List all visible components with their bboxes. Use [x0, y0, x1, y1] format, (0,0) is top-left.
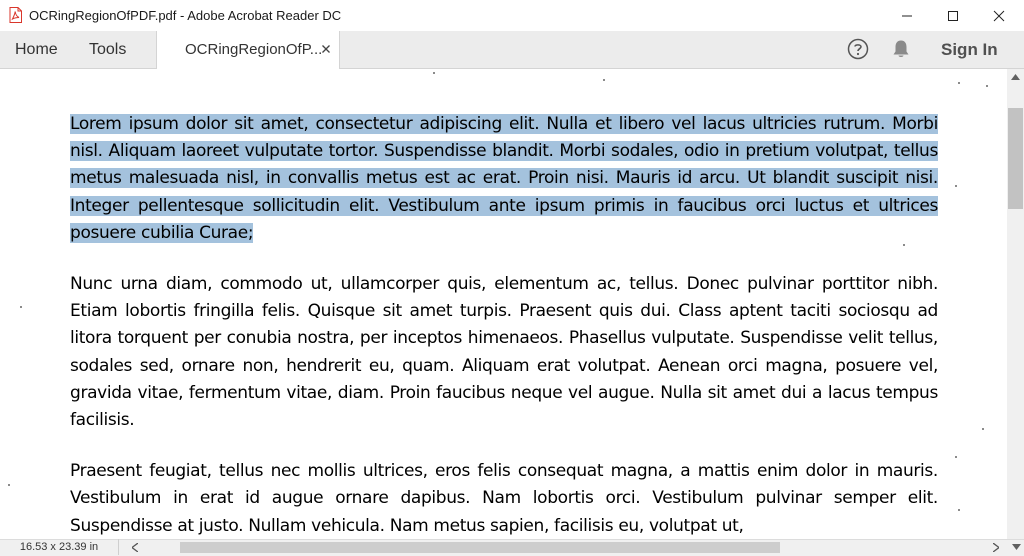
minimize-icon [901, 10, 913, 22]
paragraph-highlighted[interactable] [70, 111, 938, 247]
scan-speck [955, 456, 957, 458]
help-icon[interactable] [847, 38, 869, 60]
scan-speck [958, 509, 960, 511]
paragraph[interactable]: Praesent feugiat, tellus nec mollis ultrices, eros felis consequat magna, a mattis enim dolor in mauris. Vestibulum in erat id augue ornare dapibus. Nam lobortis orci. Vestibulum pulvinar semper elit. Suspendisse at justo. Nullam vehicula. Nam metus sapien, facilisis eu, volutpat ut, [70, 461, 938, 536]
document-viewer[interactable] [0, 69, 1007, 539]
scan-speck [982, 428, 984, 430]
window-title: OCRingRegionOfPDF.pdf - Adobe Acrobat Reader DC [29, 8, 342, 23]
maximize-icon [947, 10, 959, 22]
page-size-label: 16.53 x 23.39 in [0, 539, 119, 555]
scroll-right-icon[interactable] [993, 543, 999, 552]
maximize-button[interactable] [930, 0, 976, 31]
selected-text[interactable]: Lorem ipsum dolor sit amet, consectetur adipiscing elit. Nulla et libero vel lacus ultricies rutrum. Morbi nisl. Aliquam laoreet vulputate tortor. Suspendisse blandit. Morbi sodales, odio in pretium volutpat, tellus metus malesuada nisl, in convallis metus est ac erat. Proin nisi. Mauris id arcu. Ut blandit suscipit nisi. Integer pellentesque sollicitudin elit. Vestibulum ante ipsum primis in faucibus orci luctus et ultrices posuere cubilia Curae; [70, 114, 938, 243]
close-icon [993, 10, 1005, 22]
close-button[interactable] [976, 0, 1022, 31]
vertical-scroll-thumb[interactable] [1008, 108, 1023, 209]
scan-speck [433, 72, 435, 74]
scan-speck [8, 484, 10, 486]
scroll-down-icon[interactable] [1012, 544, 1021, 550]
menu-bar [0, 31, 1024, 69]
scan-speck [603, 79, 605, 81]
document-tab-label: OCRingRegionOfP... [185, 41, 323, 58]
minimize-button[interactable] [884, 0, 930, 31]
scan-speck [20, 306, 22, 308]
horizontal-scroll-thumb[interactable] [180, 542, 780, 553]
pdf-file-icon [9, 7, 22, 23]
home-tab[interactable]: Home [15, 41, 58, 58]
document-tab[interactable] [156, 31, 340, 69]
scan-speck [986, 85, 988, 87]
close-tab-icon[interactable] [319, 42, 333, 56]
scroll-up-icon[interactable] [1011, 74, 1020, 80]
pdf-page [70, 111, 938, 539]
sign-in-button[interactable]: Sign In [941, 40, 998, 59]
scan-speck [958, 82, 960, 84]
bell-icon[interactable] [890, 38, 912, 60]
tools-tab[interactable]: Tools [89, 41, 127, 58]
title-bar [0, 0, 1024, 31]
scan-speck [955, 185, 957, 187]
paragraph[interactable]: Nunc urna diam, commodo ut, ullamcorper quis, elementum ac, tellus. Donec pulvinar porttitor nibh. Etiam lobortis fringilla felis. Quisque sit amet turpis. Praesent quis dui. Class aptent taciti sociosqu ad litora torquent per conubia nostra, per inceptos himenaeos. Phasellus vulputate. Suspendisse velit tellus, sodales sed, ornare non, hendrerit eu, quam. Aliquam erat volutpat. Aenean orci magna, posuere vel, gravida vitae, fermentum vitae, diam. Proin faucibus neque vel augue. Nulla sit amet dui a lacus tempus facilisis. [70, 274, 938, 431]
scroll-left-icon[interactable] [132, 543, 138, 552]
